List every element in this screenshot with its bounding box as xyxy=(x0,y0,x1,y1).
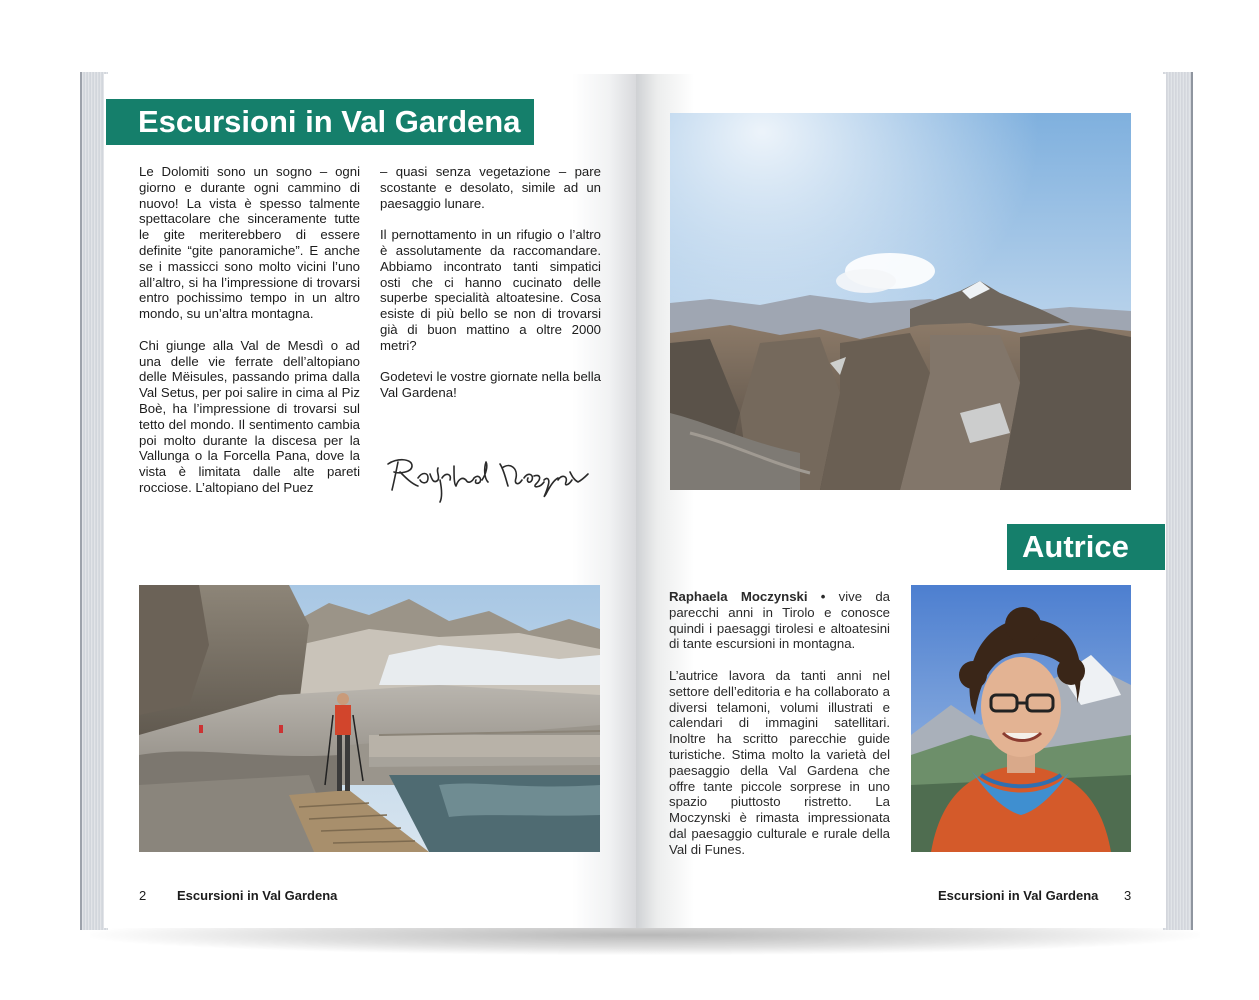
right-page-edges xyxy=(1163,72,1193,930)
paragraph: Chi giunge alla Val de Mesdì o ad una delle vie ferrate dell’altopiano delle Mëisules, passando prima dalla Val Setus, per poi salire in cima al Piz Boè, ha l’impressione di trovarsi sul tetto del mondo. Il sentimento cambia poi molto durante la discesa per la Vallunga o la Forcella Pana, dove la vista è limitata dalle alte pareti rocciose. L’altopiano del Puez xyxy=(139,337,360,495)
author-signature xyxy=(382,450,597,510)
hiker-photo xyxy=(139,585,600,852)
paragraph: – quasi senza vegetazione – pare scostante e desolato, simile ad un paesaggio lunare. xyxy=(380,164,601,211)
author-intro xyxy=(669,589,890,652)
mountain-photo xyxy=(670,113,1131,490)
left-column-1 xyxy=(139,164,360,512)
running-title-right: Escursioni in Val Gardena xyxy=(938,888,1099,903)
section-title-autrice: Autrice xyxy=(1007,524,1165,570)
page-number-left: 2 xyxy=(139,888,147,903)
author-intro-text: vive da parecchi anni in Tirolo e conosce quindi i paesaggi tirolesi e altoatesini di tante escursioni in montagna. xyxy=(669,589,890,652)
paragraph: Le Dolomiti sono un sogno – ogni giorno e durante ogni cammino di nuovo! La vista è spesso talmente spettacolare che sinceramente tutte le gite meriterebbero di essere definite “gite panoramiche”. E anche se i massicci sono molto vicini l’uno all’altro, si ha l’impressione di trovarsi entro pochissimo tempo in un altro mondo, su un’altra montagna. xyxy=(139,164,360,322)
author-name: Raphaela Moczynski xyxy=(669,589,808,604)
page-number-right: 3 xyxy=(1124,888,1132,903)
author-bio xyxy=(669,589,890,873)
paragraph: Godetevi le vostre giornate nella bella Val Gardena! xyxy=(380,369,601,401)
running-title-left: Escursioni in Val Gardena xyxy=(177,888,338,903)
paragraph: Il pernottamento in un rifugio o l’altro è assolutamente da raccomandare. Abbiamo incontrato tanti simpatici osti che ci hanno cucinato delle superbe specialità altoatesine. Cosa esiste di più bello se non di trovarsi già di buon mattino a oltre 2000 metri? xyxy=(380,227,601,353)
page-title: Escursioni in Val Gardena xyxy=(106,99,534,145)
bullet-separator: • xyxy=(807,589,839,604)
paragraph: L’autrice lavora da tanti anni nel settore dell’editoria e ha collaborato a diversi telamoni, volumi illustrati e calendari di immagini satellitari. Inoltre ha scritto parecchie guide turistiche. Stima molto la varietà del paesaggio della Val Gardena che offre tante piccole sorprese in uno spazio piuttosto ristretto. La Moczynski è rimasta impressionata dal paesaggio culturale e rurale della Val di Funes. xyxy=(669,667,890,857)
left-column-2 xyxy=(380,164,601,417)
author-portrait xyxy=(911,585,1131,852)
